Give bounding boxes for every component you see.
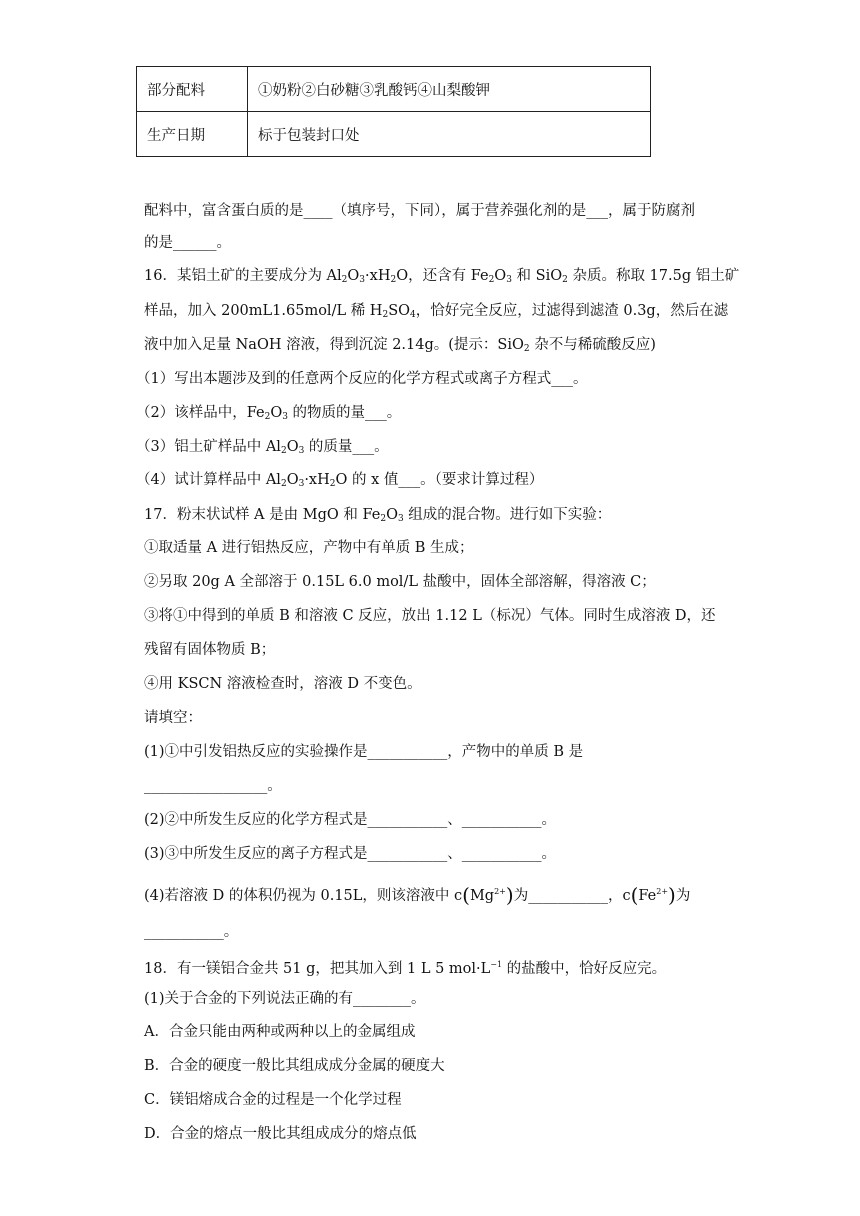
q17-prompt: 请填空： bbox=[144, 710, 202, 726]
q18-option-d: D．合金的熔点一般比其组成成分的熔点低 bbox=[144, 1126, 417, 1142]
q17-part4b: ___________。 bbox=[144, 924, 239, 940]
q16-sub3: （3）铝土矿样品中 $Al_2O_3$ 的质量___。 bbox=[136, 439, 389, 456]
q15-line1: 配料中，富含蛋白质的是____（填序号，下同），属于营养强化剂的是___，属于防腐剂 bbox=[144, 203, 695, 219]
q16-intro-line3: 液中加入足量 NaOH 溶液，得到沉淀 2.14g。(提示：SiO$_2$ 杂不与稀硫酸反应) bbox=[144, 337, 656, 354]
q18-intro: 18．有一镁铝合金共 51 g，把其加入到 1 L 5 $mol\cdot L^{-1}$ 的盐酸中，恰好反应完。 bbox=[144, 960, 667, 977]
table-cell-label: 生产日期 bbox=[137, 112, 248, 157]
q15-line2: 的是______。 bbox=[144, 235, 231, 251]
q16-intro-line1: 16．某铝土矿的主要成分为 $Al_2O_3\cdot xH_2O$，还含有 $Fe_2O_3$ 和 SiO$_2$ 杂质。称取 17.5g 铝土矿 bbox=[144, 268, 740, 285]
q17-step2: ②另取 20g A 全部溶于 0.15L 6.0 mol/L 盐酸中，固体全部溶解，得溶液 C； bbox=[144, 574, 656, 590]
q17-part1a: (1)①中引发铝热反应的实验操作是___________，产物中的单质 B 是 bbox=[144, 744, 584, 760]
q18-option-a: A．合金只能由两种或两种以上的金属组成 bbox=[144, 1024, 416, 1040]
q16-intro-line2: 样品，加入 200mL1.65mol/L 稀 $H_2SO_4$，恰好完全反应，过滤得到滤渣 0.3g，然后在滤 bbox=[144, 303, 729, 320]
q16-sub1: （1）写出本题涉及到的任意两个反应的化学方程式或离子方程式___。 bbox=[136, 371, 588, 387]
table-cell-value: 标于包装封口处 bbox=[248, 112, 651, 157]
q18-option-b: B．合金的硬度一般比其组成成分金属的硬度大 bbox=[144, 1058, 445, 1074]
q17-step3b: 残留有固体物质 B； bbox=[144, 642, 276, 658]
q17-part3: (3)③中所发生反应的离子方程式是___________、___________。 bbox=[144, 846, 557, 862]
q16-sub4: （4）试计算样品中 $Al_2O_3\cdot xH_2O$ 的 x 值___。（要求计算过程） bbox=[136, 472, 544, 489]
q18-option-c: C．镁铝熔成合金的过程是一个化学过程 bbox=[144, 1092, 402, 1108]
q16-sub2: （2）该样品中，$Fe_2O_3$ 的物质的量___。 bbox=[136, 405, 402, 422]
q18-question1: (1)关于合金的下列说法正确的有________。 bbox=[144, 991, 426, 1007]
q17-part4a: (4)若溶液 D 的体积仍视为 0.15L，则该溶液中 $c(Mg^{2+})$为___________，$c(Fe^{2+})$为 bbox=[144, 883, 691, 907]
table-cell-label: 部分配料 bbox=[137, 67, 248, 112]
q17-part2: (2)②中所发生反应的化学方程式是___________、___________。 bbox=[144, 812, 557, 828]
ingredient-table bbox=[136, 66, 651, 157]
q17-step1: ①取适量 A 进行铝热反应，产物中有单质 B 生成； bbox=[144, 540, 474, 556]
q17-step4: ④用 KSCN 溶液检查时，溶液 D 不变色。 bbox=[144, 676, 422, 692]
table-row bbox=[137, 112, 651, 157]
q17-part1b: _________________。 bbox=[144, 778, 282, 794]
q17-step3a: ③将①中得到的单质 B 和溶液 C 反应，放出 1.12 L（标况）气体。同时生成溶液 D，还 bbox=[144, 608, 716, 624]
table-row bbox=[137, 67, 651, 112]
q17-intro: 17．粉末状试样 A 是由 MgO 和 $Fe_2O_3$ 组成的混合物。进行如下实验： bbox=[144, 507, 612, 524]
table-cell-value: ①奶粉②白砂糖③乳酸钙④山梨酸钾 bbox=[248, 67, 651, 112]
